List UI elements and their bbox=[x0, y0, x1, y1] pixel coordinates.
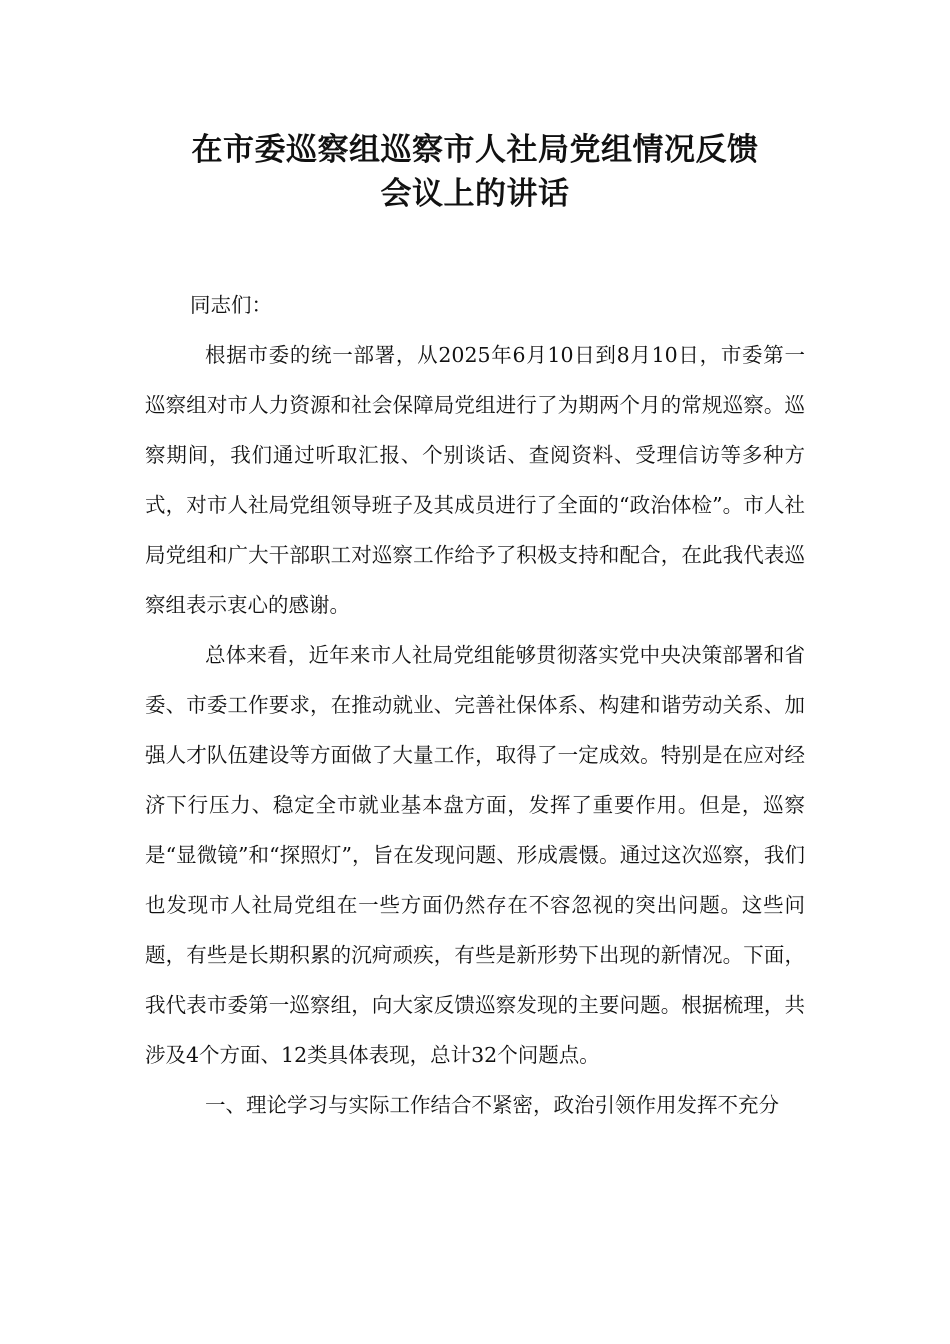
paragraph-intro: 根据市委的统一部署，从2025年6月10日到8月10日，市委第一巡察组对市人力资源和社会保障局党组进行了为期两个月的常规巡察。巡察期间，我们通过听取汇报、个别谈话、查阅资料、受理信访等多种方式，对市人社局党组领导班子及其成员进行了全面的“政治体检”。市人社局党组和广大干部职工对巡察工作给予了积极支持和配合，在此我代表巡察组表示衷心的感谢。 bbox=[145, 343, 805, 617]
paragraph-overview: 总体来看，近年来市人社局党组能够贯彻落实党中央决策部署和省委、市委工作要求，在推动就业、完善社保体系、构建和谐劳动关系、加强人才队伍建设等方面做了大量工作，取得了一定成效。特别是在应对经济下行压力、稳定全市就业基本盘方面，发挥了重要作用。但是，巡察是“显微镜”和“探照灯”，旨在发现问题、形成震慑。通过这次巡察，我们也发现市人社局党组在一些方面仍然存在不容忽视的突出问题。这些问题，有些是长期积累的沉疴顽疾，有些是新形势下出现的新情况。下面，我代表市委第一巡察组，向大家反馈巡察发现的主要问题。根据梳理，共涉及4个方面、12类具体表现，总计32个问题点。 bbox=[145, 643, 805, 1067]
section-heading-1: 一、理论学习与实际工作结合不紧密，政治引领作用发挥不充分 bbox=[205, 1093, 779, 1117]
document-page bbox=[145, 128, 805, 1130]
salutation: 同志们： bbox=[190, 293, 272, 317]
document-title bbox=[145, 128, 805, 216]
title-line-1: 在市委巡察组巡察市人社局党组情况反馈 bbox=[191, 132, 759, 168]
title-line-2: 会议上的讲话 bbox=[380, 176, 570, 212]
